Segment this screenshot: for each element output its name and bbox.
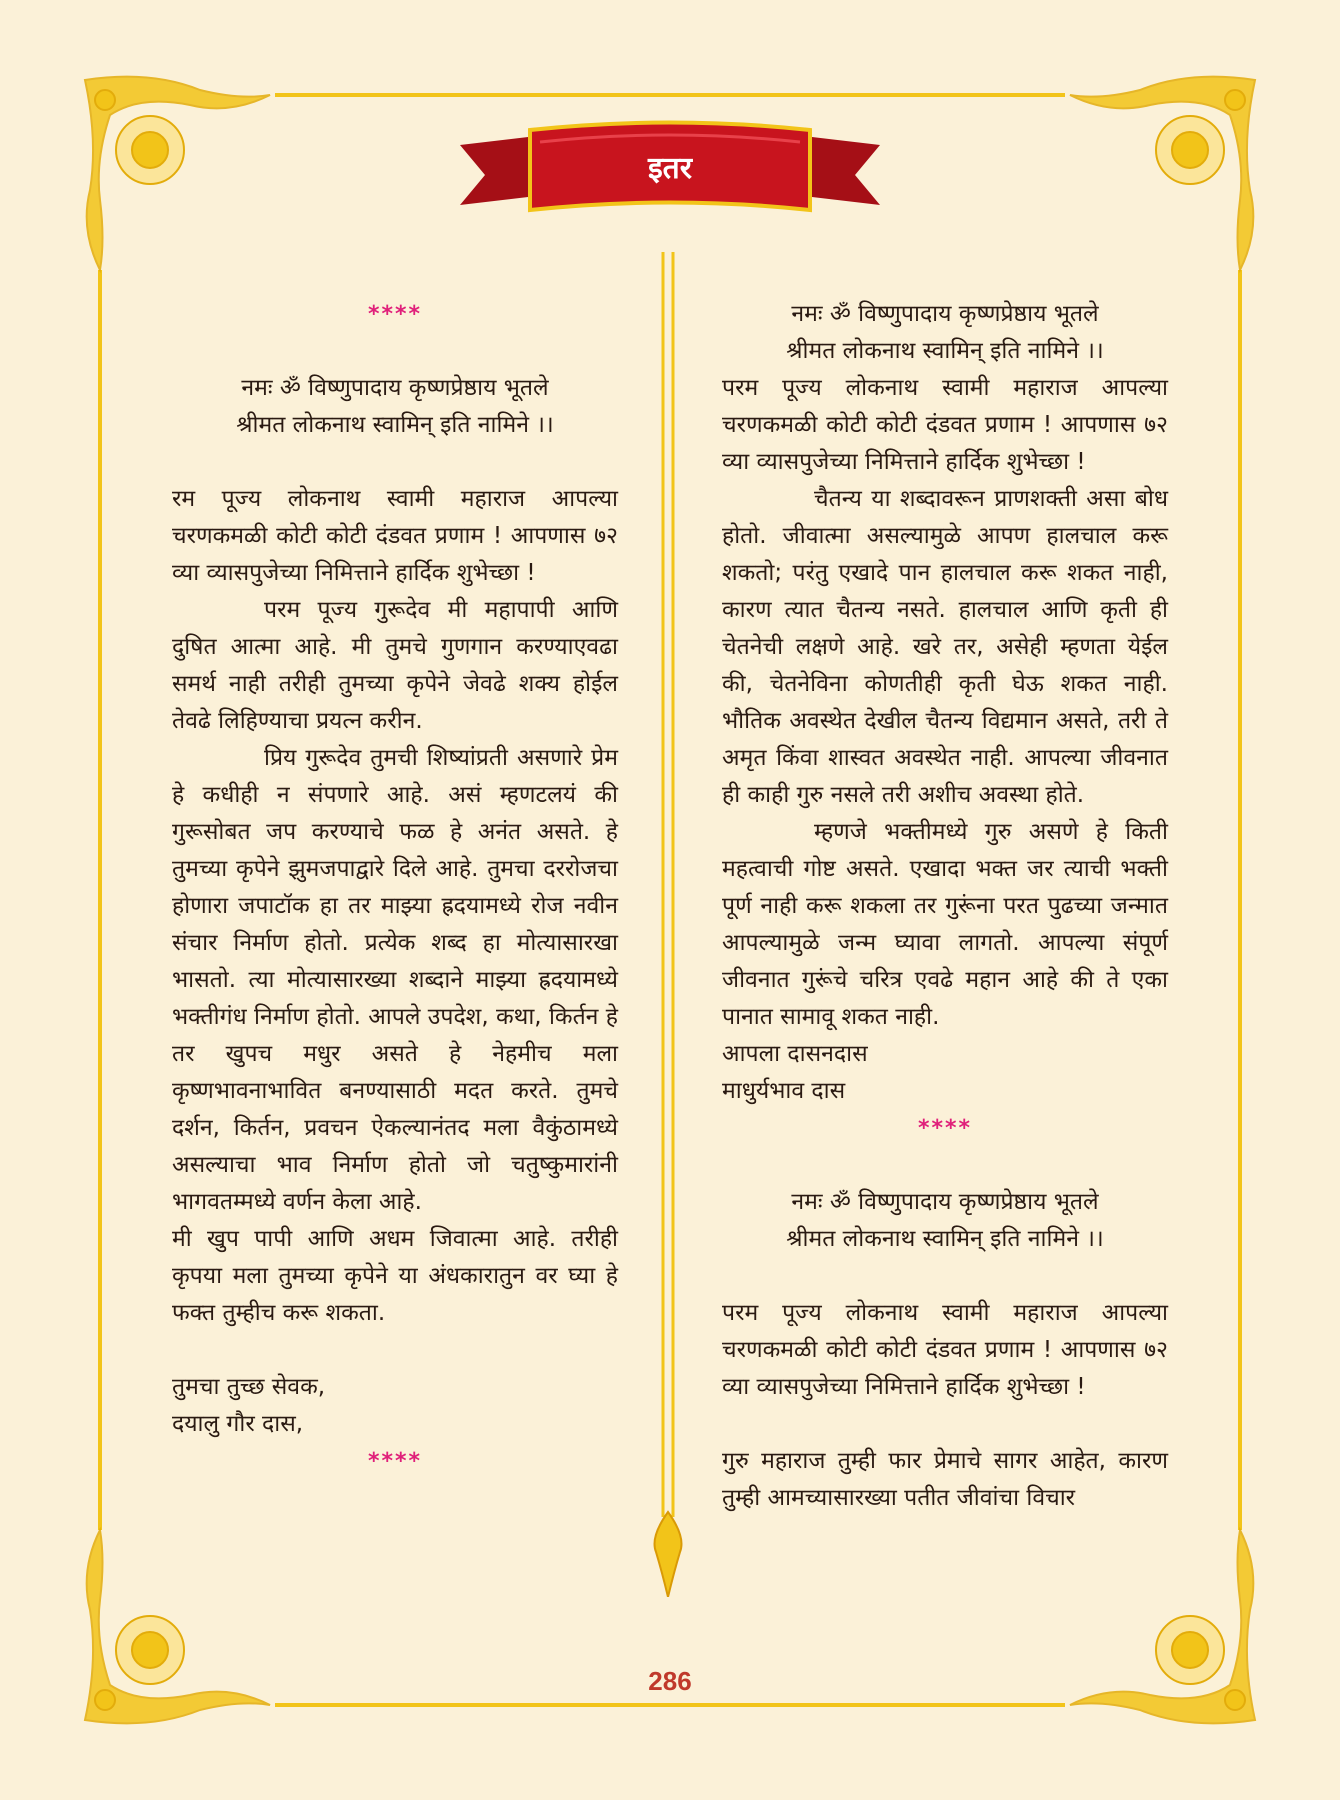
right-column — [722, 296, 1168, 1517]
title-banner — [455, 120, 885, 240]
column-divider — [652, 252, 684, 1597]
invocation-line: श्रीमत लोकनाथ स्वामिन् इति नामिने ।। — [236, 412, 554, 438]
signature-line: आपला दासनदास — [722, 1041, 868, 1067]
section-separator-stars: **** — [367, 1449, 423, 1474]
paragraph: परम पूज्य लोकनाथ स्वामी महाराज आपल्या चरणकमळी कोटी कोटी दंडवत प्रणाम ! आपणास ७२ व्या व्यासपुजेच्या निमित्ताने हार्दिक शुभेच्छा ! — [722, 375, 1168, 475]
paragraph: परम पूज्य गुरूदेव मी महापापी आणि दुषित आत्मा आहे. मी तुमचे गुणगान करण्याएवढा समर्थ नाही तरीही तुमच्या कृपेने जेवढे शक्य होईल तेवढे लिहिण्याचा प्रयत्न करीन. — [172, 597, 618, 734]
page-number: 286 — [648, 1666, 692, 1696]
banner-title: इतर — [647, 151, 693, 186]
invocation-line: श्रीमत लोकनाथ स्वामिन् इति नामिने ।। — [786, 338, 1104, 364]
invocation-line: नमः ॐ विष्णुपादाय कृष्णप्रेष्ठाय भूतले — [241, 375, 549, 401]
paragraph: मी खुप पापी आणि अधम जिवात्मा आहे. तरीही कृपया मला तुमच्या कृपेने या अंधकारातुन वर घ्या हे फक्त तुम्हीच करू शकता. — [172, 1226, 618, 1326]
paragraph: रम पूज्य लोकनाथ स्वामी महाराज आपल्या चरणकमळी कोटी कोटी दंडवत प्रणाम ! आपणास ७२ व्या व्यासपुजेच्या निमित्ताने हार्दिक शुभेच्छा ! — [172, 486, 618, 586]
paragraph: प्रिय गुरूदेव तुमची शिष्यांप्रती असणारे प्रेम हे कधीही न संपणारे आहे. असं म्हणटलयं की गुरूसोबत जप करण्याचे फळ हे अनंत असते. हे तुमच्या कृपेने झुमजपाद्वारे दिले आहे. तुमचा दररोजचा होणारा जपाटॉक हा तर माझ्या ह्रदयामध्ये रोज नवीन संचार निर्माण होतो. प्रत्येक शब्द हा मोत्यासारखा भासतो. त्या मोत्यासारख्या शब्दाने माझ्या ह्रदयामध्ये भक्तीगंध निर्माण होतो. आपले उपदेश, कथा, किर्तन हे तर खुपच मधुर असते हे नेहमीच मला कृष्णभावनाभावित बनण्यासाठी मदत करते. तुमचे दर्शन, किर्तन, प्रवचन ऐकल्यानंतद मला वैकुंठामध्ये असल्याचा भाव निर्माण होतो जो चतुष्कुमारांनी भागवतम्मध्ये वर्णन केला आहे. — [172, 745, 618, 1215]
signature-line: दयालु गौर दास, — [172, 1411, 304, 1437]
section-separator-stars: **** — [917, 1116, 973, 1141]
invocation-line: श्रीमत लोकनाथ स्वामिन् इति नामिने ।। — [786, 1226, 1104, 1252]
paragraph: गुरु महाराज तुम्ही फार प्रेमाचे सागर आहेत, कारण तुम्ही आमच्यासारख्या पतीत जीवांचा विचार — [722, 1448, 1168, 1511]
paragraph: परम पूज्य लोकनाथ स्वामी महाराज आपल्या चरणकमळी कोटी कोटी दंडवत प्रणाम ! आपणास ७२ व्या व्यासपुजेच्या निमित्ताने हार्दिक शुभेच्छा ! — [722, 1300, 1168, 1400]
paragraph: चैतन्य या शब्दावरून प्राणशक्ती असा बोध होतो. जीवात्मा असल्यामुळे आपण हालचाल करू शकतो; परंतु एखादे पान हालचाल करू शकत नाही, कारण त्यात चैतन्य नसते. हालचाल आणि कृती ही चेतनेची लक्षणे आहे. खरे तर, असेही म्हणता येईल की, चेतनेविना कोणतीही कृती घेऊ शकत नाही. भौतिक अवस्थेत देखील चैतन्य विद्यमान असते, तरी ते अमृत किंवा शास्वत अवस्थेत नाही. आपल्या जीवनात ही काही गुरु नसले तरी अशीच अवस्था होते. — [722, 486, 1168, 808]
signature-line: माधुर्यभाव दास — [722, 1078, 846, 1104]
signature-line: तुमचा तुच्छ सेवक, — [172, 1374, 326, 1400]
paragraph: म्हणजे भक्तीमध्ये गुरु असणे हे किती महत्वाची गोष्ट असते. एखादा भक्त जर त्याची भक्ती पूर्ण नाही करू शकला तर गुरूंना परत पुढच्या जन्मात आपल्यामुळे जन्म घ्यावा लागतो. आपल्या संपूर्ण जीवनात गुरूंचे चरित्र एवढे महान आहे की ते एका पानात सामावू शकत नाही. — [722, 819, 1168, 1030]
left-column — [172, 296, 618, 1480]
invocation-line: नमः ॐ विष्णुपादाय कृष्णप्रेष्ठाय भूतले — [791, 301, 1099, 327]
invocation-line: नमः ॐ विष्णुपादाय कृष्णप्रेष्ठाय भूतले — [791, 1189, 1099, 1215]
section-separator-stars: **** — [367, 302, 423, 327]
